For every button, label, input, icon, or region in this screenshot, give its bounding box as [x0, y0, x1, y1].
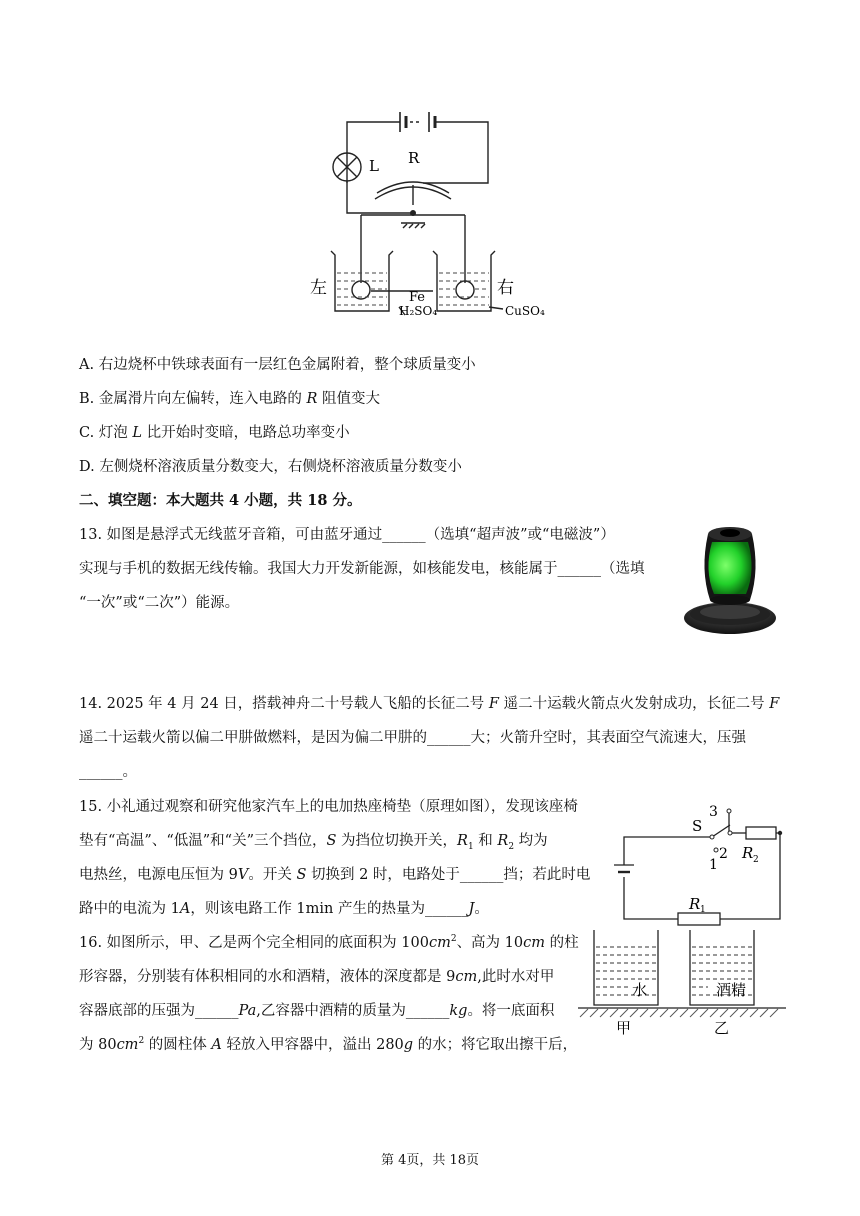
- fe-label: Fe: [409, 290, 426, 305]
- q14-line1-mid: 遥二十运载火箭点火发射成功，长征二号: [498, 696, 770, 712]
- q16-l4-sup: 2: [138, 1036, 145, 1047]
- lamp-label: L: [369, 157, 379, 175]
- fig15-r2-sub: 2: [753, 855, 759, 865]
- q16-line1: [79, 931, 579, 952]
- rheostat-label: R: [408, 149, 420, 167]
- q14-var-f2: F: [769, 696, 780, 712]
- q16-l1-cm: cm: [428, 935, 451, 951]
- q16-l3-c: 。将一底面积: [467, 1003, 555, 1019]
- q14-var-f1: F: [488, 696, 499, 712]
- q16-line4: [79, 1033, 577, 1054]
- seat-heater-circuit-figure: [612, 795, 787, 930]
- q16-l4-c: 轻放入甲容器中，溢出 280: [221, 1037, 404, 1053]
- q16-l4-cm: cm: [116, 1037, 139, 1053]
- q13-line2: 实现与手机的数据无线传输。我国大力开发新能源，如核能发电，核能属于______（选填: [79, 561, 645, 577]
- option-d: D. 左侧烧杯溶液质量分数变大，右侧烧杯溶液质量分数变小: [79, 459, 462, 475]
- q16-l4-a: 为 80: [79, 1037, 117, 1053]
- q16-l4-b: 的圆柱体: [144, 1037, 212, 1053]
- right-label: 右: [497, 278, 514, 298]
- q15-l3-v: V: [237, 867, 249, 883]
- cuso4-label: CuSO₄: [505, 304, 545, 318]
- q14-line1: [79, 692, 779, 713]
- q15-l2-sub2: 2: [508, 841, 515, 852]
- q16-l1-cm2: cm: [523, 935, 545, 951]
- q15-l3-c: 切换到 2 时，电路处于______挡；若此时电: [306, 867, 591, 883]
- fig15-pos1: 1: [709, 857, 718, 873]
- fig15-r1-sub: 1: [700, 905, 706, 915]
- q15-l4-a: 路中的电流为 1: [79, 901, 180, 917]
- q15-l3-a: 电热丝，电源电压恒为 9: [79, 867, 238, 883]
- fig15-r1-label: R: [689, 895, 701, 913]
- fig15-pos2: 2: [719, 846, 728, 862]
- q16-l2-cm: cm: [455, 969, 478, 985]
- q16-l4-a-var: A: [211, 1037, 222, 1053]
- q16-l4-g: g: [403, 1037, 414, 1053]
- page-footer: 第 4页，共 18页: [380, 1153, 480, 1168]
- fig16-jia-label: 甲: [616, 1019, 632, 1037]
- q15-line2: [79, 829, 548, 852]
- q15-l2-sub1: 1: [467, 841, 474, 852]
- option-c-post: 比开始时变暗，电路总功率变小: [142, 425, 350, 441]
- q16-l1-sup: 2: [450, 934, 457, 945]
- option-c-var: L: [132, 425, 143, 441]
- q13-line3: “一次”或“二次”）能源。: [79, 595, 240, 611]
- speaker-image: [682, 520, 778, 640]
- fig16-yi-label: 乙: [714, 1019, 730, 1037]
- q16-line2: [79, 965, 554, 986]
- fig16-alcohol-label: 酒精: [716, 981, 747, 999]
- q15-l4-j-unit: J: [468, 901, 475, 917]
- q16-l1-a: 16. 如图所示，甲、乙是两个完全相同的底面积为 100: [79, 935, 429, 951]
- fig15-r2-label: R: [742, 844, 754, 862]
- q16-l2-a: 形容器，分别装有体积相同的水和酒精，液体的深度都是 9: [79, 969, 456, 985]
- option-c: [79, 421, 350, 442]
- q16-l2-b: ,此时水对甲: [477, 969, 555, 985]
- option-b-var: R: [306, 391, 318, 407]
- q14-line2: 遥二十运载火箭以偏二甲肼做燃料，是因为偏二甲肼的______大；火箭升空时，其表面空气流速大，压强: [79, 730, 746, 746]
- option-c-pre: C. 灯泡: [79, 425, 133, 441]
- q16-l3-kg: kg: [449, 1003, 468, 1019]
- q15-l3-b: 。开关: [248, 867, 297, 883]
- q15-l2-a: 垫有“高温”、“低温”和“关”三个挡位，: [79, 833, 327, 849]
- q15-line3: [79, 863, 590, 884]
- option-b-pre: B. 金属滑片向左偏转，连入电路的: [79, 391, 307, 407]
- q16-l3-pa: Pa: [238, 1003, 257, 1019]
- q16-l1-c: 的柱: [545, 935, 579, 951]
- q15-l2-d: 均为: [514, 833, 548, 849]
- h2so4-label: H₂SO₄: [399, 304, 438, 318]
- q15-l2-c: 和: [473, 833, 498, 849]
- fig16-water-label: 水: [632, 981, 648, 999]
- q15-line4: [79, 897, 489, 918]
- q16-l3-a: 容器底部的压强为______: [79, 1003, 239, 1019]
- q15-l2-r2: R: [497, 833, 509, 849]
- q15-l2-r1: R: [457, 833, 468, 849]
- q16-l1-b: 、高为 10: [456, 935, 524, 951]
- containers-figure: [578, 925, 788, 1040]
- q15-l4-b: ，则该电路工作 1min 产生的热量为______: [190, 901, 469, 917]
- q15-line1: 15. 小礼通过观察和研究他家汽车上的电加热座椅垫（原理如图），发现该座椅: [79, 799, 578, 815]
- q16-l4-d: 的水；将它取出擦干后，: [413, 1037, 578, 1053]
- left-label: 左: [310, 278, 327, 298]
- electrochem-circuit-figure: [305, 105, 565, 320]
- q14-line1-pre: 14. 2025 年 4 月 24 日，搭载神舟二十号载人飞船的长征二号: [79, 696, 489, 712]
- option-b-post: 阻值变大: [317, 391, 381, 407]
- q15-l2-b: 为挡位切换开关，: [336, 833, 458, 849]
- q15-l3-s: S: [296, 867, 307, 883]
- q15-l4-a-unit: A: [179, 901, 191, 917]
- q13-line1: 13. 如图是悬浮式无线蓝牙音箱，可由蓝牙通过______（选填“超声波”或“电磁波”）: [79, 527, 615, 543]
- q16-line3: [79, 999, 554, 1020]
- q16-l3-b: ,乙容器中酒精的质量为______: [256, 1003, 450, 1019]
- option-a: A. 右边烧杯中铁球表面有一层红色金属附着，整个球质量变小: [79, 357, 476, 373]
- q14-line3: ______。: [79, 764, 137, 780]
- fig15-switch-label: S: [692, 817, 703, 835]
- section-heading: 二、填空题：本大题共 4 小题，共 18 分。: [79, 492, 362, 509]
- option-b: [79, 387, 380, 408]
- fig15-pos3: 3: [709, 804, 718, 820]
- q15-l2-s: S: [326, 833, 337, 849]
- q15-l4-c: 。: [474, 901, 489, 917]
